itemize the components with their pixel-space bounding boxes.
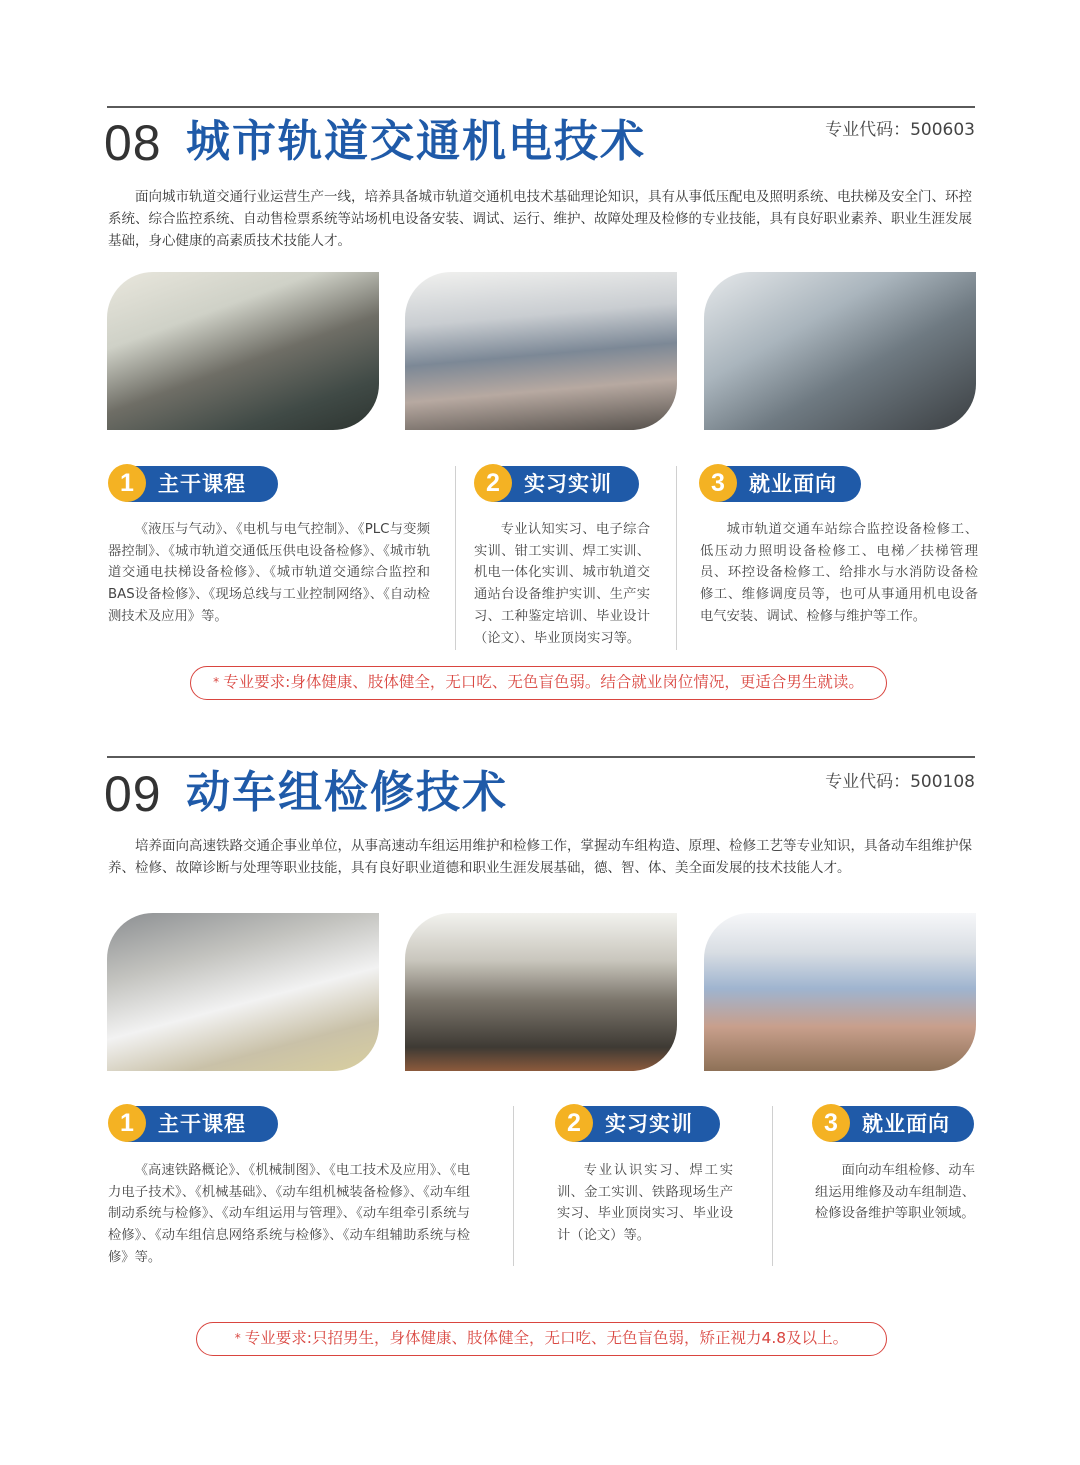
photo-students-practice bbox=[704, 272, 976, 430]
badge-employment bbox=[814, 1106, 974, 1142]
asterisk-marker: * bbox=[234, 1331, 241, 1345]
badge-core-courses bbox=[110, 466, 278, 502]
badge-label: 就业面向 bbox=[862, 1112, 950, 1136]
badge-number: 1 bbox=[108, 464, 146, 502]
section-urban-rail bbox=[0, 0, 1080, 730]
badge-internship bbox=[476, 466, 639, 502]
badge-label: 实习实训 bbox=[605, 1112, 693, 1136]
major-code: 专业代码：500108 bbox=[825, 772, 975, 792]
badge-label: 就业面向 bbox=[749, 472, 837, 496]
badge-label: 主干课程 bbox=[158, 1112, 246, 1136]
badge-number: 2 bbox=[555, 1104, 593, 1142]
badge-number: 1 bbox=[108, 1104, 146, 1142]
section-divider bbox=[107, 106, 975, 108]
employment-text: 城市轨道交通车站综合监控设备检修工、低压动力照明设备检修工、电梯／扶梯管理员、环控设备检修工、给排水与水消防设备检修工、维修调度员等，也可从事通用机电设备电气安装、调试、检修与维护等工作。 bbox=[700, 522, 978, 624]
section-divider bbox=[107, 756, 975, 758]
section-title: 动车组检修技术 bbox=[186, 767, 508, 818]
asterisk-marker: * bbox=[213, 675, 220, 689]
internship-text: 专业认知实习、电子综合实训、钳工实训、焊工实训、机电一体化实训、城市轨道交通站台设备维护实训、生产实习、工种鉴定培训、毕业设计（论文）、毕业顶岗实习等。 bbox=[474, 522, 650, 646]
column-divider bbox=[772, 1106, 773, 1266]
section-number: 09 bbox=[104, 766, 162, 822]
badge-internship bbox=[557, 1106, 720, 1142]
internship-text: 专业认识实习、焊工实训、金工实训、铁路现场生产实习、毕业顶岗实习、毕业设计（论文）等。 bbox=[557, 1163, 733, 1244]
badge-core-courses bbox=[110, 1106, 278, 1142]
photo-training-classroom bbox=[107, 272, 379, 430]
section-number: 08 bbox=[104, 115, 162, 171]
photo-high-speed-train bbox=[107, 913, 379, 1071]
photo-train-undercarriage bbox=[405, 913, 677, 1071]
requirement-text: 专业要求:只招男生，身体健康、肢体健全，无口吃、无色盲色弱，矫正视力4.8及以上。 bbox=[244, 1329, 849, 1347]
requirement-text: 专业要求:身体健康、肢体健全，无口吃、无色盲色弱。结合就业岗位情况，更适合男生就读。 bbox=[223, 673, 864, 691]
badge-number: 3 bbox=[699, 464, 737, 502]
core-courses-text: 《高速铁路概论》、《机械制图》、《电工技术及应用》、《电力电子技术》、《机械基础》、《动车组机械装备检修》、《动车组制动系统与检修》、《动车组运用与管理》、《动车组牵引系统与检修》、《动车组信息网络系统与检修》、《动车组辅助系统与检修》等。 bbox=[108, 1163, 470, 1265]
section-title: 城市轨道交通机电技术 bbox=[186, 116, 646, 167]
badge-label: 主干课程 bbox=[158, 472, 246, 496]
section-intro: 培养面向高速铁路交通企事业单位，从事高速动车组运用维护和检修工作，掌握动车组构造、原理、检修工艺等专业知识，具备动车组维护保养、检修、故障诊断与处理等职业技能，具有良好职业道德和职业生涯发展基础，德、智、体、美全面发展的技术技能人才。 bbox=[108, 838, 972, 876]
core-courses-text: 《液压与气动》、《电机与电气控制》、《PLC与变频器控制》、《城市轨道交通低压供电设备检修》、《城市轨道交通电扶梯设备检修》、《城市轨道交通综合监控和BAS设备检修》、《现场总线与工业控制网络》、《自动检测技术及应用》等。 bbox=[108, 522, 430, 624]
badge-label: 实习实训 bbox=[524, 472, 612, 496]
employment-text: 面向动车组检修、动车组运用维修及动车组制造、检修设备维护等职业领域。 bbox=[815, 1163, 975, 1222]
section-intro: 面向城市轨道交通行业运营生产一线，培养具备城市轨道交通机电技术基础理论知识，具有从事低压配电及照明系统、电扶梯及安全门、环控系统、综合监控系统、自动售检票系统等站场机电设备安装、调试、运行、维护、故障处理及检修的专业技能，具有良好职业素养、职业生涯发展基础，身心健康的高素质技术技能人才。 bbox=[108, 189, 972, 249]
column-divider bbox=[676, 466, 677, 650]
column-divider bbox=[455, 466, 456, 650]
section-emu-maintenance bbox=[0, 730, 1080, 1465]
badge-employment bbox=[701, 466, 861, 502]
badge-number: 2 bbox=[474, 464, 512, 502]
major-code: 专业代码：500603 bbox=[825, 120, 975, 140]
photo-maintenance-depot bbox=[704, 913, 976, 1071]
badge-number: 3 bbox=[812, 1104, 850, 1142]
photo-lab-equipment bbox=[405, 272, 677, 430]
requirement-box bbox=[190, 666, 887, 700]
column-divider bbox=[513, 1106, 514, 1266]
requirement-box bbox=[196, 1322, 887, 1356]
